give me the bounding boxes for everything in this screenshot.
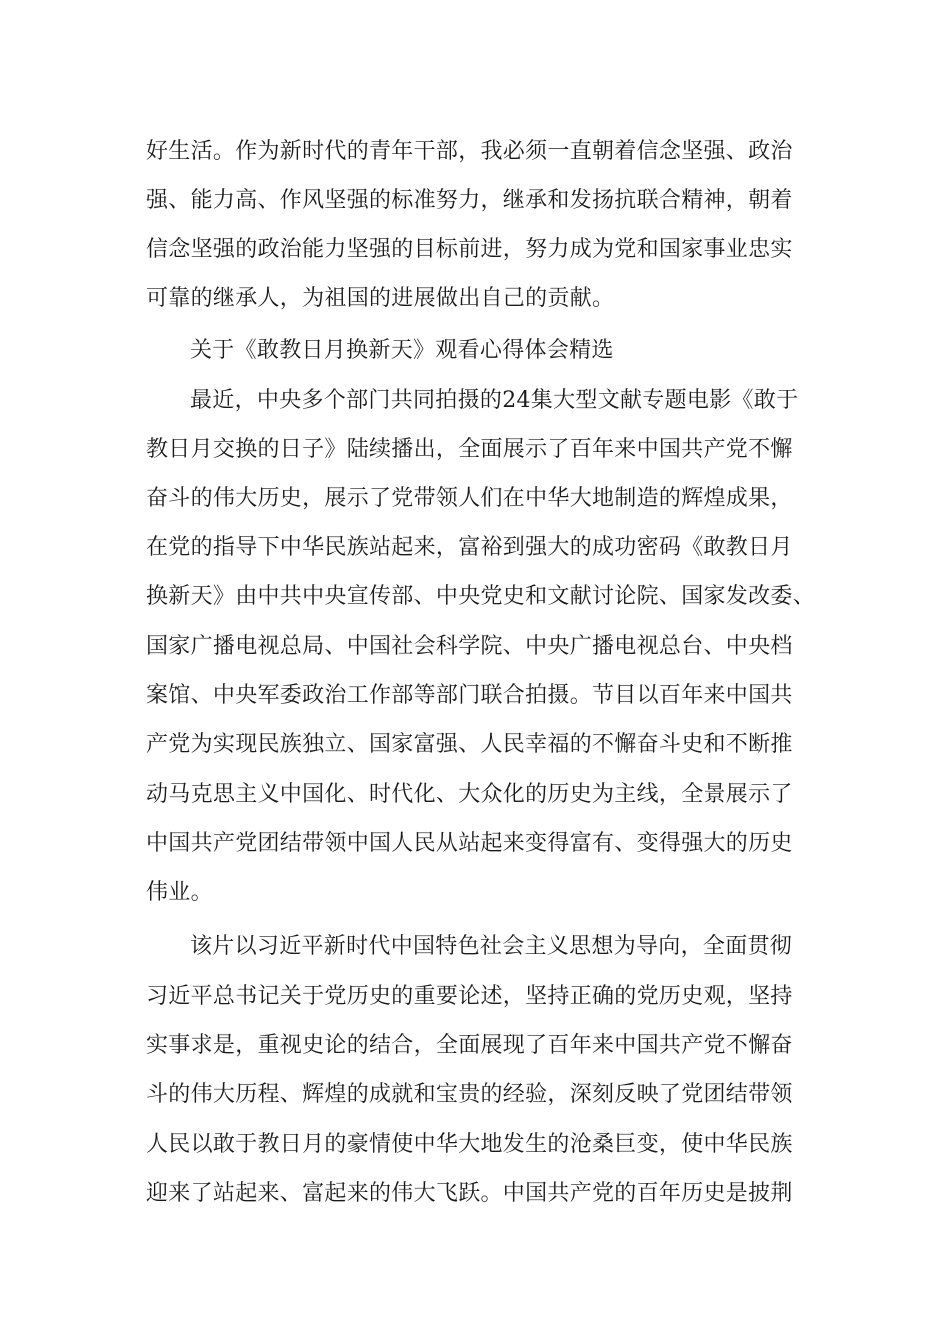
text-line-18: 习近平总书记关于党历史的重要论述，坚持正确的党历史观，坚持: [146, 984, 793, 1009]
text-line-13: 产党为实现民族独立、国家富强、人民幸福的不懈奋斗史和不断推: [146, 732, 793, 757]
text-line-16: 伟业。: [146, 880, 213, 905]
text-line-14: 动马克思主义中国化、时代化、大众化的历史为主线，全景展示了: [146, 782, 793, 807]
text-line-6: 最近，中央多个部门共同拍摄的24集大型文献专题电影《敢于: [190, 388, 799, 413]
text-line-15: 中国共产党团结带领中国人民从站起来变得富有、变得强大的历史: [146, 831, 793, 856]
text-line-1: 好生活。作为新时代的青年干部，我必须一直朝着信念坚强、政治: [146, 139, 793, 164]
text-line-22: 迎来了站起来、富起来的伟大飞跃。中国共产党的百年历史是披荆: [146, 1181, 793, 1206]
text-line-17: 该片以习近平新时代中国特色社会主义思想为导向，全面贯彻: [190, 934, 793, 959]
text-line-9: 在党的指导下中华民族站起来，富裕到强大的成功密码《敢教日月: [146, 535, 793, 560]
section-heading: 关于《敢教日月换新天》观看心得体会精选: [190, 338, 614, 363]
text-line-12: 案馆、中央军委政治工作部等部门联合拍摄。节目以百年来中国共: [146, 683, 793, 708]
text-line-11: 国家广播电视总局、中国社会科学院、中央广播电视总台、中央档: [146, 634, 793, 659]
text-line-2: 强、能力高、作风坚强的标准努力，继承和发扬抗联合精神，朝着: [146, 188, 793, 213]
text-line-3: 信念坚强的政治能力坚强的目标前进，努力成为党和国家事业忠实: [146, 237, 793, 262]
text-line-20: 斗的伟大历程、辉煌的成就和宝贵的经验，深刻反映了党团结带领: [146, 1082, 793, 1107]
text-line-7: 教日月交换的日子》陆续播出，全面展示了百年来中国共产党不懈: [146, 437, 793, 462]
text-line-10: 换新天》由中共中央宣传部、中央党史和文献讨论院、国家发改委、: [146, 584, 816, 609]
text-line-19: 实事求是，重视史论的结合，全面展现了百年来中国共产党不懈奋: [146, 1033, 793, 1058]
text-line-21: 人民以敢于教日月的豪情使中华大地发生的沧桑巨变，使中华民族: [146, 1132, 793, 1157]
text-line-4: 可靠的继承人，为祖国的进展做出自己的贡献。: [146, 286, 615, 311]
text-line-8: 奋斗的伟大历史，展示了党带领人们在中华大地制造的辉煌成果，: [146, 486, 793, 511]
